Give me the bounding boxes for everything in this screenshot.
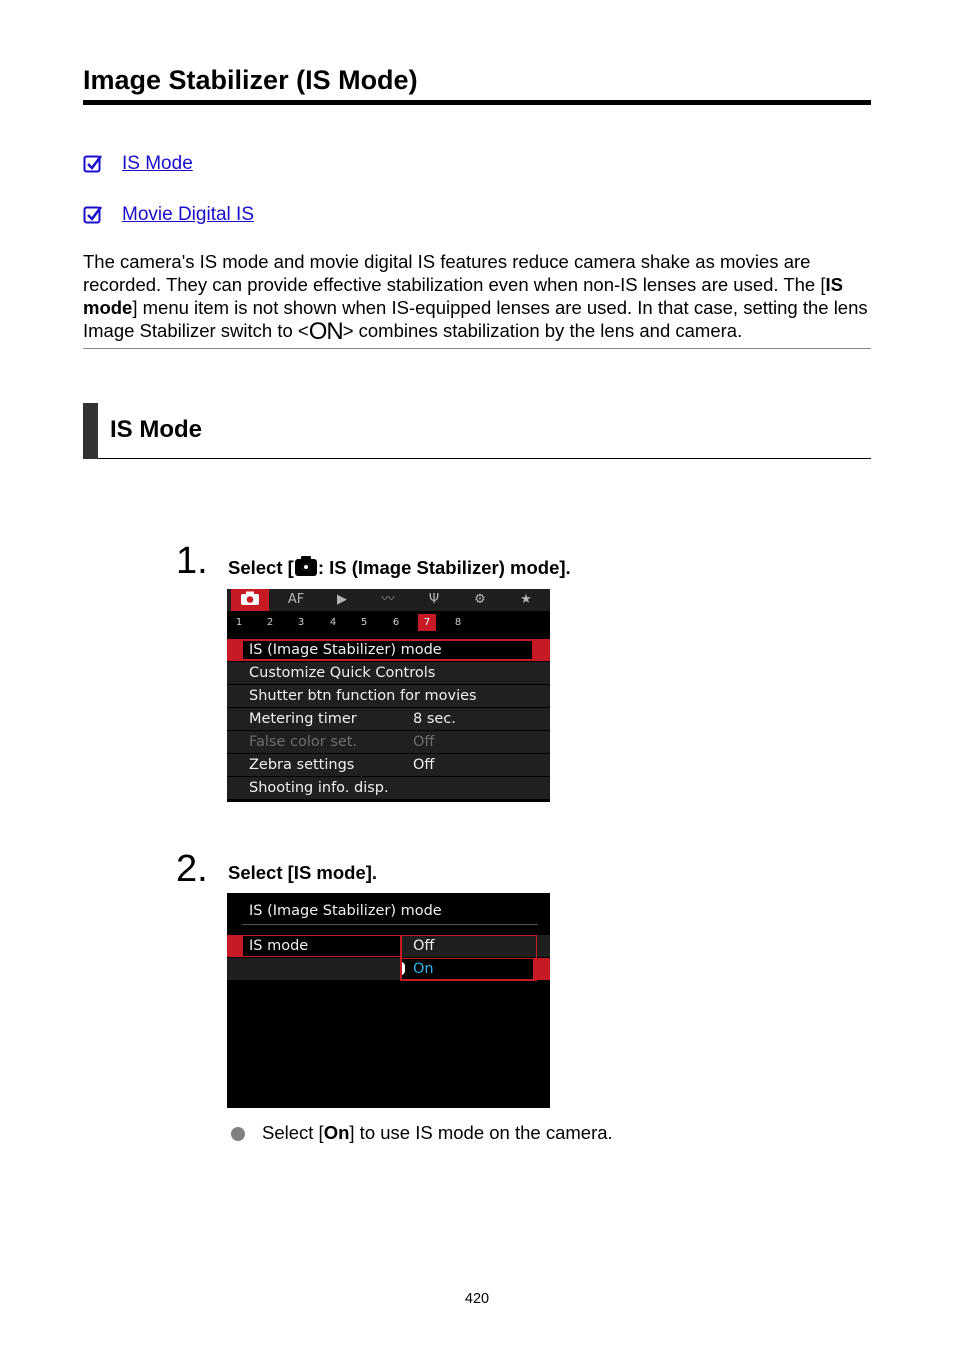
option-on[interactable]: On bbox=[413, 961, 434, 977]
menu-item-is-mode[interactable]: IS mode Off bbox=[227, 935, 550, 957]
camera-icon bbox=[295, 559, 317, 576]
step-text-1: Select [ : IS (Image Stabilizer) mode]. bbox=[228, 557, 571, 578]
menu-tab-bar bbox=[227, 589, 550, 611]
on-switch-symbol: ON bbox=[308, 318, 343, 345]
camera-menu-screen bbox=[227, 589, 550, 802]
menu-page-numbers bbox=[227, 611, 550, 633]
page-number-active[interactable]: 7 bbox=[418, 614, 436, 631]
tab-custom[interactable]: ⚙ bbox=[474, 592, 486, 607]
toc-link-movie-digital-is[interactable]: Movie Digital IS bbox=[122, 204, 254, 225]
section-title: IS Mode bbox=[110, 416, 203, 443]
page-number-footer: 420 bbox=[464, 1291, 490, 1307]
page-number[interactable]: 1 bbox=[235, 617, 243, 628]
tab-my-menu[interactable]: ★ bbox=[520, 592, 532, 607]
section-header bbox=[83, 403, 871, 459]
tab-wireless[interactable]: 〰 bbox=[381, 592, 395, 607]
intro-paragraph: The camera's IS mode and movie digital IS features reduce camera shake as movies are recorded. They can provide effective stabilization even when non-IS lenses are used. The [IS mode] menu item is not shown when IS-equipped lenses are used. In that case, setting the lens Image Stabilizer switch to <ON> combines stabilization by the lens and camera. bbox=[83, 250, 871, 349]
tab-af[interactable]: AF bbox=[287, 592, 305, 607]
page-number[interactable]: 6 bbox=[392, 617, 400, 628]
page-number[interactable]: 4 bbox=[329, 617, 337, 628]
section-bar bbox=[83, 403, 98, 459]
menu-item-zebra-settings[interactable]: Zebra settings Off bbox=[227, 754, 550, 776]
checkbox-link-icon bbox=[83, 154, 103, 174]
page-number[interactable]: 5 bbox=[360, 617, 368, 628]
menu-item-customize-quick-controls[interactable]: Customize Quick Controls bbox=[227, 662, 550, 684]
screen-title: IS (Image Stabilizer) mode bbox=[249, 903, 442, 919]
tab-shooting[interactable] bbox=[231, 589, 269, 611]
tab-playback[interactable]: ▶ bbox=[337, 592, 347, 607]
toc-link-is-mode[interactable]: IS Mode bbox=[122, 153, 193, 174]
checkbox-link-icon bbox=[83, 205, 103, 225]
option-off[interactable]: Off bbox=[413, 938, 435, 954]
menu-item-shooting-info[interactable]: Shooting info. disp. bbox=[227, 777, 550, 799]
menu-item-metering-timer[interactable]: Metering timer 8 sec. bbox=[227, 708, 550, 730]
page-number[interactable]: 8 bbox=[454, 617, 462, 628]
divider bbox=[242, 924, 538, 925]
step-number-1: 1. bbox=[176, 540, 208, 582]
toc-item-movie-digital-is[interactable] bbox=[83, 202, 254, 228]
camera-icon bbox=[240, 591, 260, 605]
step-text-2: Select [IS mode]. bbox=[228, 862, 378, 883]
page-title: Image Stabilizer (IS Mode) bbox=[83, 62, 871, 105]
toc-item-is-mode[interactable] bbox=[83, 151, 193, 177]
camera-is-mode-screen bbox=[227, 893, 550, 1108]
step-number-2: 2. bbox=[176, 848, 208, 890]
menu-item-is-mode[interactable]: IS (Image Stabilizer) mode bbox=[227, 639, 550, 661]
bullet-icon bbox=[231, 1127, 245, 1141]
page-number[interactable]: 3 bbox=[297, 617, 305, 628]
bullet-text: Select [On] to use IS mode on the camera. bbox=[262, 1122, 613, 1143]
option-dropdown bbox=[400, 935, 537, 981]
page-number[interactable]: 2 bbox=[266, 617, 274, 628]
menu-item-false-color: False color set. Off bbox=[227, 731, 550, 753]
tab-setup[interactable]: Ψ bbox=[428, 592, 440, 607]
menu-item-shutter-btn-function[interactable]: Shutter btn function for movies bbox=[227, 685, 550, 707]
